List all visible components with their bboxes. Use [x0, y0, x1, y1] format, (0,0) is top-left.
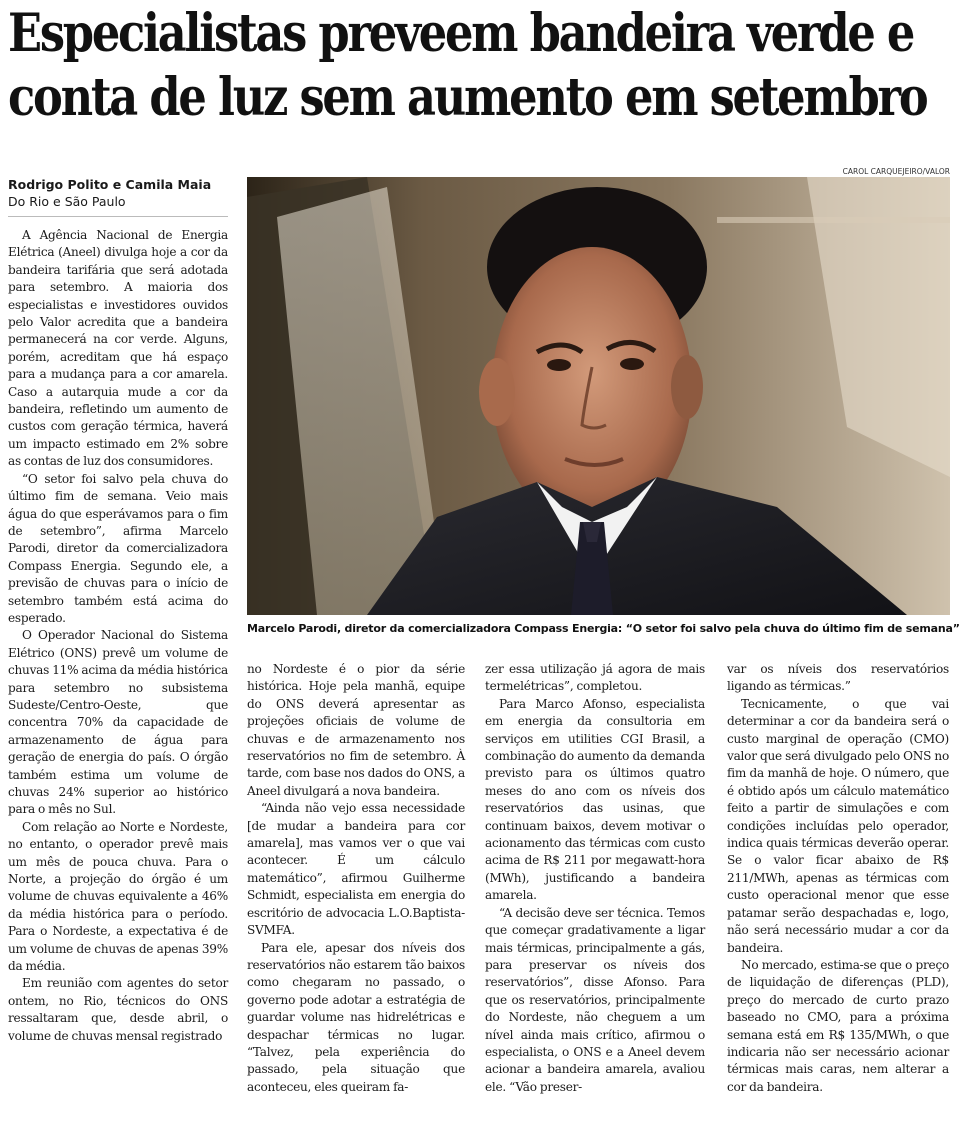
paragraph: Para Marco Afonso, especialista em energia da consultoria em serviços em utilities CGI Brasil, a combinação do aumento da demanda previsto para os últimos quatro meses do ano com os níveis dos reservatórios das usinas, que continuam baixos, devem motivar o acionamento das térmicas com custo acima de R$ 211 por megawatt-hora (MWh), justificando a bandeira amarela.	[485, 696, 705, 903]
paragraph: Tecnicamente, o que vai determinar a cor da bandeira será o custo marginal de operação (CMO) valor que será divulgado pelo ONS no fim da manhã de hoje. O número, que é obtido após um cálculo matemático feito a partir de simulações e com condições incluídas pelo operador, indica quais térmicas deverão operar. Se o valor ficar abaixo de R$ 211/MWh, apenas as térmicas com custo operacional menor que esse patamar serão despachadas e, logo, não será necessário mudar a cor da bandeira.	[727, 696, 949, 955]
paragraph: Com relação ao Norte e Nordeste, no entanto, o operador prevê mais um mês de pouca chuva. Para o Norte, a projeção do órgão é um volume de chuvas equivalente a 46% da média histórica para o período. Para o Nordeste, a expectativa é de um volume de chuvas de apenas 39% da média.	[8, 819, 228, 974]
byline-location: Do Rio e São Paulo	[8, 194, 126, 209]
headline-line-1: Especialistas preveem bandeira verde e	[8, 3, 914, 64]
article-column-4	[727, 661, 949, 1096]
byline	[8, 176, 228, 210]
article-column-2	[247, 661, 465, 1096]
paragraph: “A decisão deve ser técnica. Temos que começar gradativamente a ligar mais térmicas, principalmente a gás, para preservar os níveis dos reservatórios”, disse Afonso. Para que os reservatórios, principalmente do Nordeste, não cheguem a um nível ainda mais crítico, afirmou o especialista, o ONS e a Aneel devem acionar a bandeira amarela, avaliou ele. “Vão preser-	[485, 905, 705, 1094]
paragraph: Para ele, apesar dos níveis dos reservatórios não estarem tão baixos como chegaram no passado, o governo pode adotar a estratégia de guardar volume nas hidrelétricas e despachar térmicas no lugar. “Talvez, pela experiência do passado, pela situação que aconteceu, eles queiram fa-	[247, 940, 465, 1094]
headline	[8, 2, 927, 130]
paragraph: Em reunião com agentes do setor ontem, no Rio, técnicos do ONS ressaltaram que, desde abril, o volume de chuvas mensal registrado	[8, 976, 228, 1043]
headline-line-2: conta de luz sem aumento em setembro	[8, 67, 927, 128]
paragraph: “O setor foi salvo pela chuva do último fim de semana. Veio mais água do que esperávamos para o fim de setembro”, afirma Marcelo Parodi, diretor da comercializadora Compass Energia. Segundo ele, a previsão de chuvas para o início de setembro também está acima do esperado.	[8, 471, 228, 625]
paragraph: zer essa utilização já agora de mais termelétricas”, completou.	[485, 662, 705, 694]
paragraph: no Nordeste é o pior da série histórica. Hoje pela manhã, equipe do ONS deverá apresentar as projeções oficiais de volume de chuvas e de armazenamento nos reservatórios no fim de setembro. À tarde, com base nos dados do ONS, a Aneel divulgará a nova bandeira.	[247, 662, 465, 798]
paragraph: A Agência Nacional de Energia Elétrica (Aneel) divulga hoje a cor da bandeira tarifária que será adotada para setembro. A maioria dos especialistas e investidores ouvidos pelo Valor acredita que a bandeira permanecerá na cor verde. Alguns, porém, acreditam que há espaço para a mudança para a cor amarela. Caso a autarquia mude a cor da bandeira, refletindo um aumento de custos com geração térmica, haverá um impacto estimado em 2% sobre as contas de luz dos consumidores.	[8, 228, 228, 469]
byline-divider	[8, 216, 228, 217]
paragraph: No mercado, estima-se que o preço de liquidação de diferenças (PLD), preço do mercado de curto prazo baseado no CMO, para a próxima semana está em R$ 135/MWh, o que indicaria não ser necessário acionar térmicas mais caras, nem alterar a cor da bandeira.	[727, 957, 949, 1094]
paragraph: O Operador Nacional do Sistema Elétrico (ONS) prevê um volume de chuvas 11% acima da média histórica para setembro no subsistema Sudeste/Centro-Oeste, que concentra 70% da capacidade de armazenamento de água para geração de energia do país. O órgão também estima um volume de chuvas 24% superior ao histórico para o mês no Sul.	[8, 628, 229, 817]
paragraph: “Ainda não vejo essa necessidade [de mudar a bandeira para cor amarela], mas vamos ver o que vai acontecer. É um cálculo matemático”, afirmou Guilherme Schmidt, especialista em energia do escritório de advocacia L.O.Baptista-SVMFA.	[247, 801, 465, 938]
byline-authors: Rodrigo Polito e Camila Maia	[8, 177, 212, 192]
paragraph: var os níveis dos reservatórios ligando as térmicas.”	[727, 662, 949, 694]
article-column-3	[485, 661, 705, 1096]
article-photo	[247, 177, 950, 615]
article-column-1	[8, 227, 228, 1045]
photo-credit: CAROL CARQUEJEIRO/VALOR	[842, 167, 950, 176]
photo-caption: Marcelo Parodi, diretor da comercializadora Compass Energia: “O setor foi salvo pela chuva do último fim de semana”	[247, 622, 960, 635]
